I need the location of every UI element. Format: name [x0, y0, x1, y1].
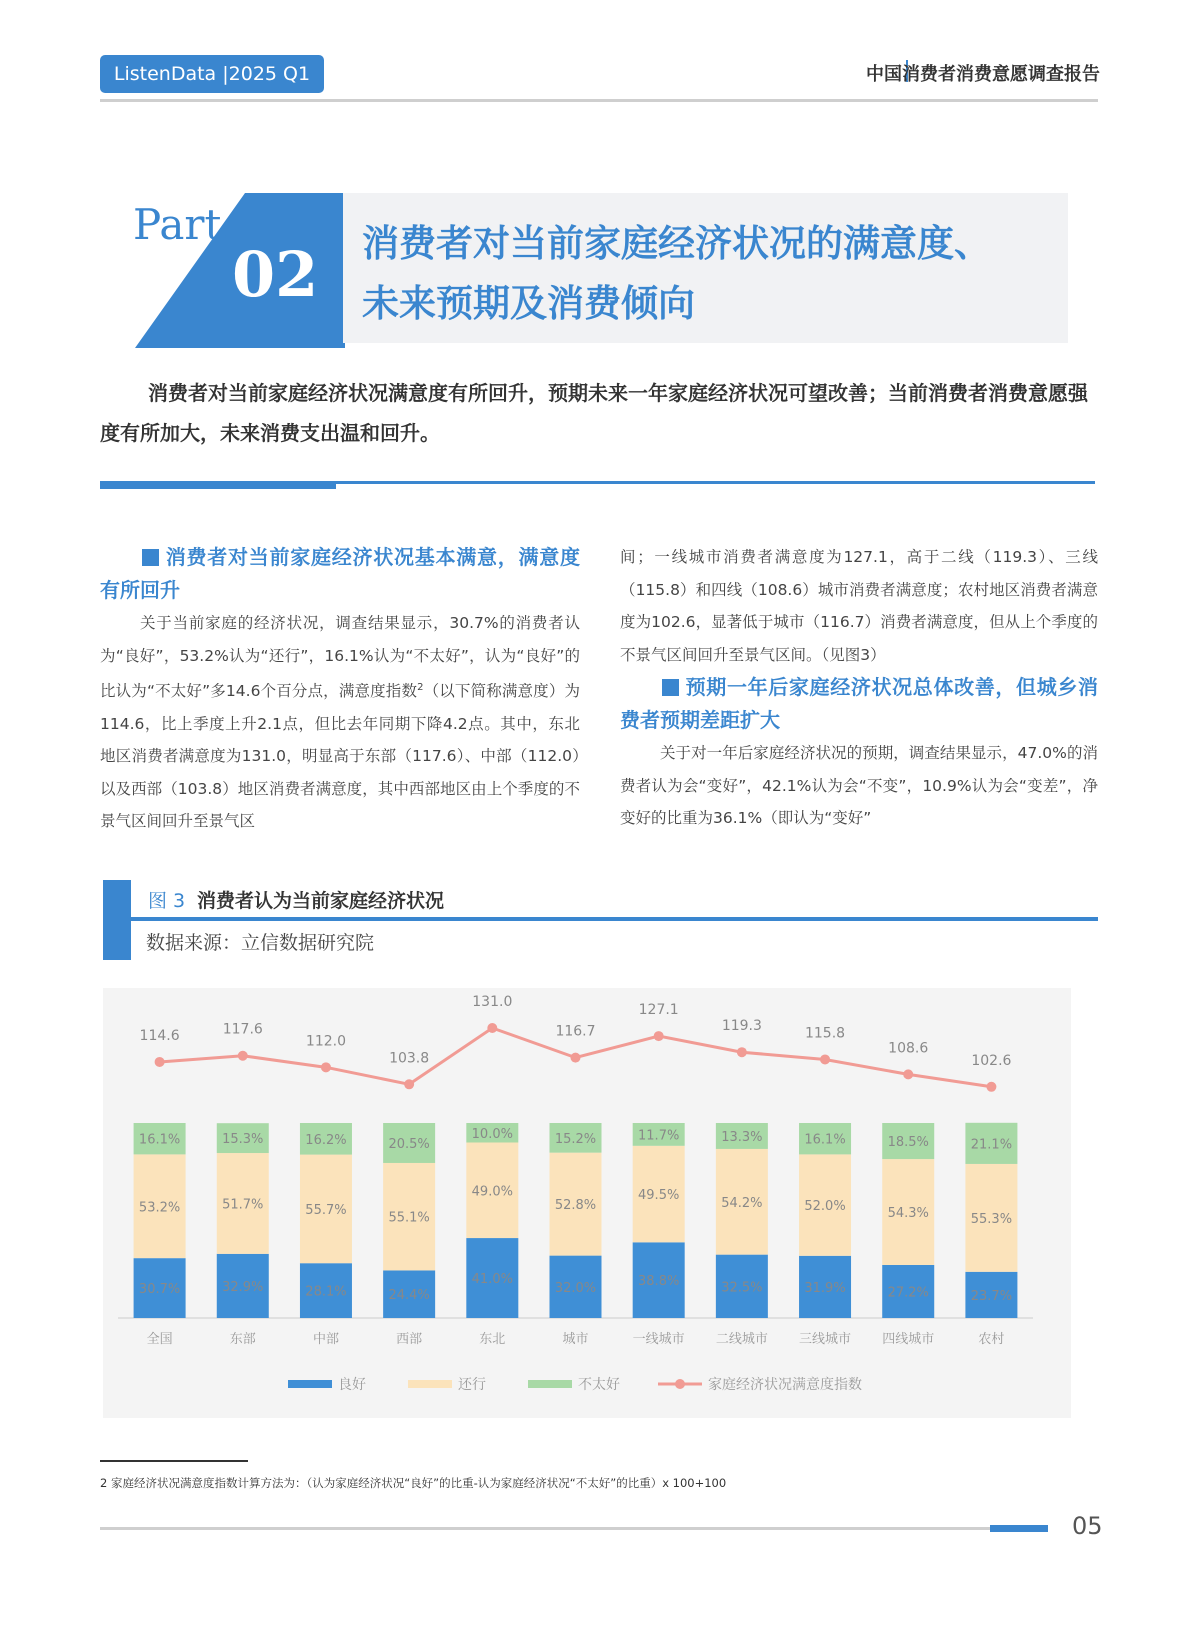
footnote: 2 家庭经济状况满意度指数计算方法为：（认为家庭经济状况“良好”的比重-认为家庭经济状况“不太好”的比重）x 100+100	[100, 1476, 727, 1490]
section-heading-future	[620, 671, 1098, 737]
part-number: 02	[232, 238, 319, 311]
x-tick-label: 东部	[229, 1332, 256, 1347]
brand-badge: ListenData |2025 Q1	[100, 55, 324, 93]
part-label: Part.	[133, 200, 235, 249]
index-data-label: 103.8	[389, 1050, 430, 1067]
footer-rule	[100, 1527, 1045, 1530]
bar-data-label: 38.8%	[638, 1274, 680, 1290]
body-paragraph-future: 关于对一年后家庭经济状况的预期，调查结果显示，47.0%的消费者认为会“变好”，42.1%认为会“不变”，10.9%认为会“变差”，净变好的比重为36.1%（即认为“变好”	[620, 744, 1098, 827]
index-point	[654, 1031, 664, 1041]
right-column	[620, 541, 1098, 835]
footnote-ref[interactable]: 2	[417, 682, 424, 693]
figure-number: 图 3	[148, 890, 186, 912]
index-point	[903, 1069, 913, 1079]
x-tick-label: 三线城市	[799, 1332, 852, 1347]
index-point	[404, 1079, 414, 1089]
stacked-bar-line-chart	[103, 988, 1071, 1418]
x-tick-label: 中部	[312, 1332, 339, 1347]
legend-swatch	[408, 1380, 452, 1388]
bar-data-label: 49.0%	[471, 1184, 513, 1200]
bar-data-label: 51.7%	[222, 1197, 264, 1213]
bar-data-label: 18.5%	[887, 1135, 929, 1151]
bar-data-label: 16.1%	[138, 1132, 181, 1148]
bar-data-label: 32.0%	[554, 1280, 597, 1296]
figure-accent-bar	[103, 880, 131, 960]
bar-data-label: 52.8%	[554, 1198, 597, 1214]
bar-data-label: 10.0%	[471, 1126, 513, 1142]
index-data-label: 108.6	[888, 1040, 929, 1057]
index-data-label: 131.0	[472, 994, 513, 1010]
x-tick-label: 全国	[146, 1332, 173, 1347]
index-point	[487, 1023, 497, 1033]
bar-data-label: 54.2%	[721, 1195, 763, 1211]
legend-label: 家庭经济状况满意度指数	[708, 1377, 862, 1393]
bar-data-label: 15.3%	[222, 1132, 264, 1148]
figure-title: 消费者认为当前家庭经济状况	[197, 890, 445, 912]
index-data-label: 127.1	[638, 1002, 679, 1019]
bar-data-label: 55.3%	[970, 1211, 1013, 1227]
index-data-label: 117.6	[222, 1021, 263, 1038]
x-tick-label: 西部	[396, 1332, 423, 1347]
x-tick-label: 四线城市	[882, 1332, 935, 1347]
x-tick-label: 城市	[562, 1332, 589, 1347]
part-title-line-1: 消费者对当前家庭经济状况的满意度、	[362, 221, 991, 265]
bar-data-label: 21.1%	[970, 1137, 1013, 1153]
bar-data-label: 28.1%	[305, 1284, 347, 1300]
square-bullet-icon	[142, 549, 159, 566]
figure-rule	[131, 917, 1098, 921]
bar-data-label: 31.9%	[804, 1280, 846, 1296]
bar-data-label: 53.2%	[138, 1200, 181, 1216]
footer-accent	[990, 1525, 1048, 1532]
bar-data-label: 24.4%	[388, 1288, 430, 1304]
left-column	[100, 541, 580, 838]
x-tick-label: 二线城市	[715, 1332, 768, 1347]
index-data-label: 119.3	[721, 1018, 762, 1035]
section-heading-future-text: 预期一年后家庭经济状况总体改善，但城乡消费者预期差距扩大	[620, 675, 1098, 732]
bar-data-label: 11.7%	[638, 1128, 680, 1144]
index-data-label: 114.6	[139, 1027, 180, 1044]
index-data-label: 115.8	[804, 1025, 846, 1042]
index-point	[321, 1062, 331, 1072]
bar-data-label: 16.2%	[305, 1132, 347, 1148]
part-title-line-2: 未来预期及消费倾向	[362, 281, 695, 325]
bar-data-label: 13.3%	[721, 1129, 763, 1145]
index-point	[737, 1047, 747, 1057]
bar-data-label: 20.5%	[388, 1136, 430, 1152]
x-tick-label: 一线城市	[632, 1332, 685, 1347]
index-data-label: 112.0	[305, 1033, 347, 1050]
bar-data-label: 41.0%	[471, 1272, 513, 1288]
legend-label: 还行	[458, 1377, 486, 1393]
x-tick-label: 农村	[978, 1332, 1005, 1347]
intro-rule-accent	[100, 481, 336, 489]
index-data-label: 102.6	[971, 1052, 1012, 1069]
legend-swatch-marker	[675, 1379, 685, 1389]
header-rule	[100, 99, 1098, 102]
section-heading-current	[100, 541, 580, 607]
legend-swatch	[528, 1380, 572, 1388]
bar-data-label: 23.7%	[970, 1288, 1013, 1304]
index-point	[820, 1054, 830, 1064]
x-tick-label: 东北	[479, 1332, 506, 1347]
index-data-label: 116.7	[555, 1023, 596, 1040]
index-point	[155, 1057, 165, 1067]
report-title: 中国消费者消费意愿调查报告	[866, 64, 1100, 85]
bar-data-label: 30.7%	[138, 1282, 181, 1298]
body-text: （以下简称满意度）为114.6，比上季度上升2.1点，但比去年同期下降4.2点。其中，东北地区消费者满意度为131.0，明显高于东部（117.6）、中部（112.0）以及西部（103.8）地区消费者满意度，其中西部地区由上个季度的不景气区间回升至景气区	[100, 682, 580, 831]
legend-label: 良好	[338, 1377, 366, 1393]
bar-data-label: 27.2%	[887, 1285, 929, 1301]
bar-data-label: 49.5%	[638, 1188, 680, 1204]
page-number: 05	[1072, 1512, 1103, 1540]
bar-data-label: 16.1%	[804, 1132, 846, 1148]
figure-source: 数据来源：立信数据研究院	[146, 932, 375, 954]
bar-data-label: 54.3%	[887, 1206, 929, 1222]
footnote-rule	[100, 1460, 248, 1462]
bar-data-label: 32.9%	[222, 1279, 264, 1295]
body-paragraph-current	[100, 607, 580, 838]
bar-data-label: 32.5%	[721, 1280, 763, 1296]
bar-data-label: 52.0%	[804, 1199, 846, 1215]
index-point	[571, 1053, 581, 1063]
section-heading-current-text: 消费者对当前家庭经济状况基本满意，满意度有所回升	[100, 545, 580, 602]
square-bullet-icon	[662, 679, 679, 696]
index-point	[238, 1051, 248, 1061]
body-paragraph-continued: 间；一线城市消费者满意度为127.1，高于二线（119.3）、三线（115.8）和四线（108.6）城市消费者满意度；农村地区消费者满意度为102.6，显著低于城市（116.7）消费者满意度，但从上个季度的不景气区间回升至景气区间。（见图3）	[620, 548, 1098, 664]
bar-data-label: 55.1%	[388, 1210, 430, 1226]
body-text: 关于当前家庭的经济状况，调查结果显示，30.7%的消费者认为“良好”，53.2%认为“还行”，16.1%认为“不太好”，认为“良好”的比认为“不太好”多14.6个百分点，满意度指数	[100, 614, 580, 701]
intro-paragraph: 消费者对当前家庭经济状况满意度有所回升，预期未来一年家庭经济状况可望改善；当前消费者消费意愿强度有所加大，未来消费支出温和回升。	[100, 381, 1088, 445]
index-point	[986, 1082, 996, 1092]
bar-data-label: 15.2%	[554, 1131, 597, 1147]
legend-label: 不太好	[578, 1377, 620, 1393]
legend-swatch	[288, 1380, 332, 1388]
bar-data-label: 55.7%	[305, 1202, 347, 1218]
